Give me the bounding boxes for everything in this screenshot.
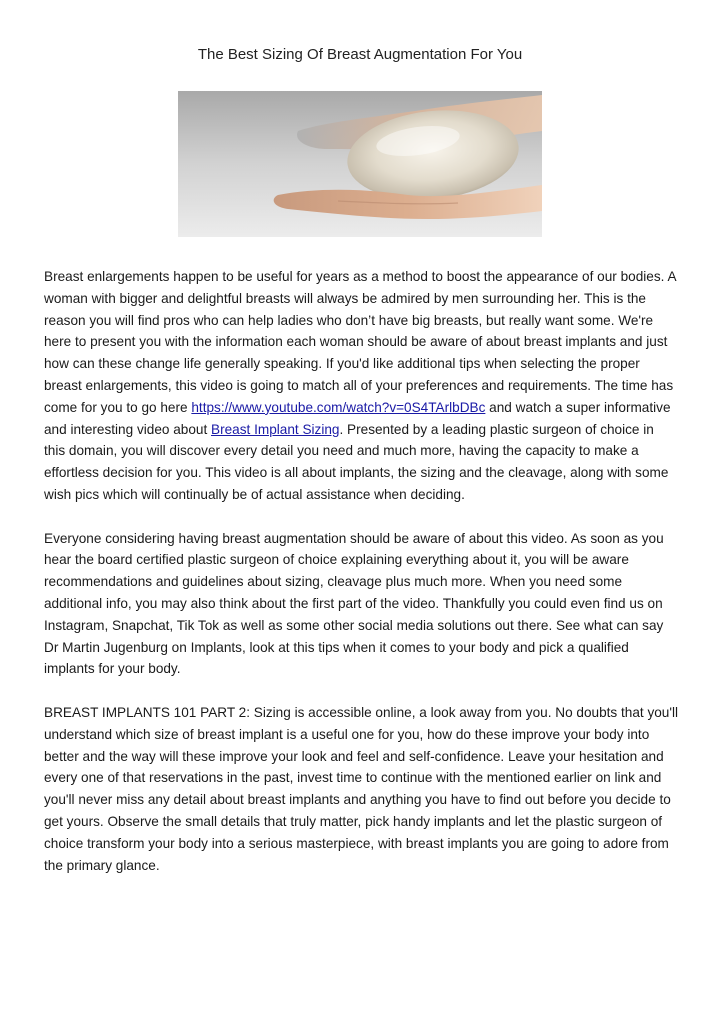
hero-image [178, 91, 542, 237]
breast-implant-sizing-link[interactable]: Breast Implant Sizing [211, 421, 340, 437]
youtube-video-link[interactable]: https://www.youtube.com/watch?v=0S4TArlbDBc [191, 399, 486, 415]
paragraph-intro-end: . Presented by a leading plastic surgeon of choice in this domain, you will discover every detail you need and much more, having the capacity to make a effortless decision for you. This video is all about implants, the sizing and the cleavage, along with some wish pics which will continually be of actual assistance when deciding. [44, 421, 669, 502]
article-body [44, 266, 678, 898]
paragraph-implants-101: BREAST IMPLANTS 101 PART 2: Sizing is accessible online, a look away from you. No doubts that you'll understand which size of breast implant is a useful one for you, how do these improve your body into better and the way will these improve your look and feel and self-confidence. Leave your hesitation and every one of that reservations in the past, invest time to continue with the mentioned earlier on link and you'll never miss any detail about breast implants and anything you have to find out before you decide to get yours. Observe the small details that truly matter, pick handy implants and let the plastic surgeon of choice transform your body into a serious masterpiece, with breast implants you are going to adore from the primary glance. [44, 704, 679, 873]
paragraph-intro-text: Breast enlargements happen to be useful for years as a method to boost the appearance of our bodies. A woman with bigger and delightful breasts will always be admired by men surrounding her. This is the reason you will find pros who can help ladies who don’t have big breasts, but really want some. We're here to present you with the information each woman should be aware of about breast implants and just how can these change life generally speaking. If you'd like additional tips when selecting the proper breast enlargements, this video is going to match all of your preferences and requirements. The time has come for you to go here [44, 269, 676, 415]
paragraph-intro-middle: and watch a super informative and interesting video about [44, 399, 671, 437]
hands-holding-implant-photo [178, 91, 542, 237]
paragraph-intro [44, 266, 678, 506]
paragraph-video-info: Everyone considering having breast augmentation should be aware of about this video. As soon as you hear the board certified plastic surgeon of choice explaining everything about it, you will be aware recommendations and guidelines about sizing, cleavage plus much more. When you need some additional info, you may also think about the first part of the video. Thankfully you could even find us on Instagram, Snapchat, Tik Tok as well as some other social media solutions out there. See what can say Dr Martin Jugenburg on Implants, look at this tips when it comes to your body and pick a qualified implants for your body. [44, 530, 664, 677]
page-title: The Best Sizing Of Breast Augmentation For You [197, 46, 523, 63]
